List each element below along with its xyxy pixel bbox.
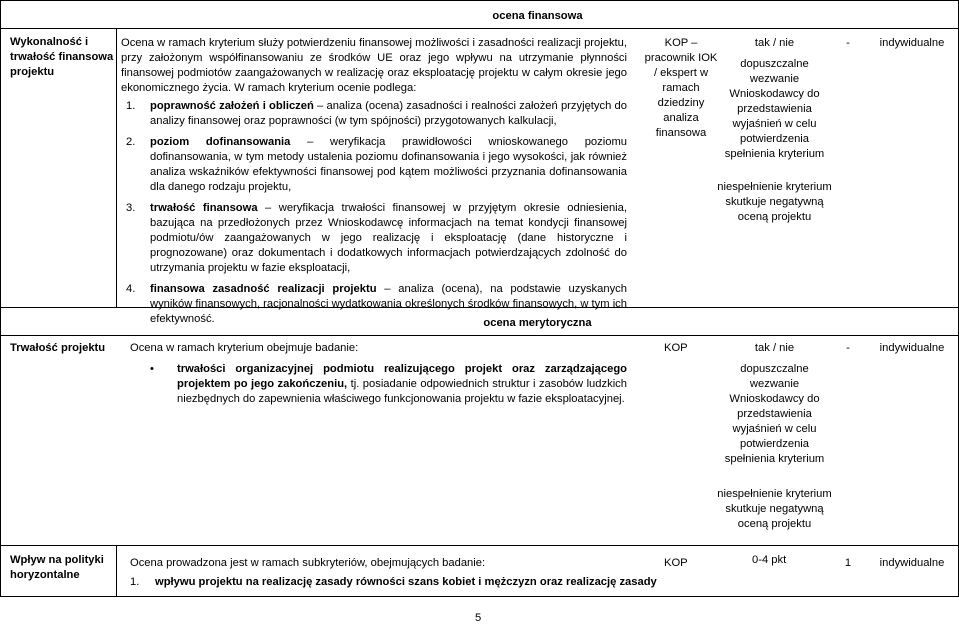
criterion-name-financial: Wykonalność i trwałość finansowa projektu [10,36,114,78]
evaluator-financial: KOP – pracownik IOK / ekspert w ramach dziedziny analiza finansowa [644,37,718,139]
criterion-name-merit: Trwałość projektu [10,342,106,354]
table-border-left [0,0,1,597]
evaluator-merit: KOP [664,342,688,354]
bullet-icon: • [150,363,154,375]
evaluation-mode-financial: indywidualne [879,37,945,49]
allowed-call-financial: dopuszczalne wezwanie Wnioskodawcy do przedstawienia wyjaśnień w celu potwierdzenia spełnienia kryterium [724,58,825,160]
criterion-intro-merit: Ocena w ramach kryterium obejmuje badanie: [130,342,359,354]
decision-type-merit: tak / nie [754,342,795,354]
section-header-merit: ocena merytoryczna [483,317,592,329]
row-divider [0,28,959,29]
criterion-items-financial [126,99,627,327]
points-financial: - [846,37,850,49]
points-merit: - [846,342,850,354]
page-number: 5 [475,612,482,624]
criterion-bullet-merit: trwałości organizacyjnej podmiotu realizującego projekt oraz zarządzającego projektem po jego zakończeniu, tj. posiadanie odpowiednich struktur i zasobów ludzkich niezbędnych do zapewnienia właściwego funkcjonowania projektu w fazie eksploatacyjnej. [177,363,627,405]
list-item: 2. poziom dofinansowania – weryfikacja prawidłowości wnioskowanego poziomu dofinansowania, w tym metody ustalenia poziomu dofinansowania i jego wysokości, jak również analiza wskaźników efektywności finansowej pod kątem możliwości przyznania dofinansowania dla danego rodzaju projektu, [126,136,627,193]
list-item: 3. trwałość finansowa – weryfikacja trwałości finansowej w przyjętym okresie odniesienia, bazująca na przedłożonych przez Wnioskodawcę informacjach na temat kondycji finansowej podmiotu/ów zaangażowanych w jego realizację i eksploatację (dane historyczne i prognozowane) oraz dokumentach i dodatkowych informacjach potwierdzających zdolność do utrzymania projektu w fazie eksploatacji, [126,202,627,274]
evaluation-mode-policy: indywidualne [879,557,945,569]
column-divider [116,545,117,596]
points-range-policy: 0-4 pkt [752,554,787,566]
column-divider [116,28,117,307]
fail-consequence-financial: niespełnienie kryterium skutkuje negatywną oceną projektu [717,181,832,223]
list-item: 1. poprawność założeń i obliczeń – analiza (ocena) zasadności i realności założeń przyjętych do analizy finansowej oraz poprawności (w tym spójności) przygotowanych kalkulacji, [126,100,627,127]
criterion-intro-policy: Ocena prowadzona jest w ramach subkryteriów, obejmujących badanie: [130,557,486,569]
evaluator-policy: KOP [664,557,688,569]
fail-consequence-merit: niespełnienie kryterium skutkuje negatywną oceną projektu [717,488,832,530]
list-item: 4. finansowa zasadność realizacji projektu – analiza (ocena), na podstawie uzyskanych wyników finansowych, racjonalności wydatkowania określonych środków finansowych, w tym ich efektywność. [126,283,627,325]
section-header-financial: ocena finansowa [492,10,583,22]
policy-item-text: wpływu projektu na realizację zasady równości szans kobiet i mężczyzn oraz realizację zasady [155,576,657,588]
decision-type-financial: tak / nie [754,37,795,49]
table-border-top [0,0,959,1]
weight-policy: 1 [844,557,852,569]
policy-item-num: 1. [130,576,140,588]
row-divider [0,335,959,336]
criterion-name-policy: Wpływ na polityki horyzontalne [10,554,104,581]
row-divider [0,545,959,546]
evaluation-mode-merit: indywidualne [879,342,945,354]
criterion-intro-financial: Ocena w ramach kryterium służy potwierdzeniu finansowej możliwości i zasadności realizacji projektu, przy założonym współfinansowaniu ze środków UE oraz jego wpływu na utrzymanie płynności finansowej podmiotów zaangażowanych w realizację oraz eksploatację projektu w całym okresie jego ekonomicznego życia. W ramach kryterium ocenie podlega: [121,37,627,94]
allowed-call-merit: dopuszczalne wezwanie Wnioskodawcy do przedstawienia wyjaśnień w celu potwierdzenia spełnienia kryterium [724,363,825,465]
table-border-bottom [0,596,959,597]
